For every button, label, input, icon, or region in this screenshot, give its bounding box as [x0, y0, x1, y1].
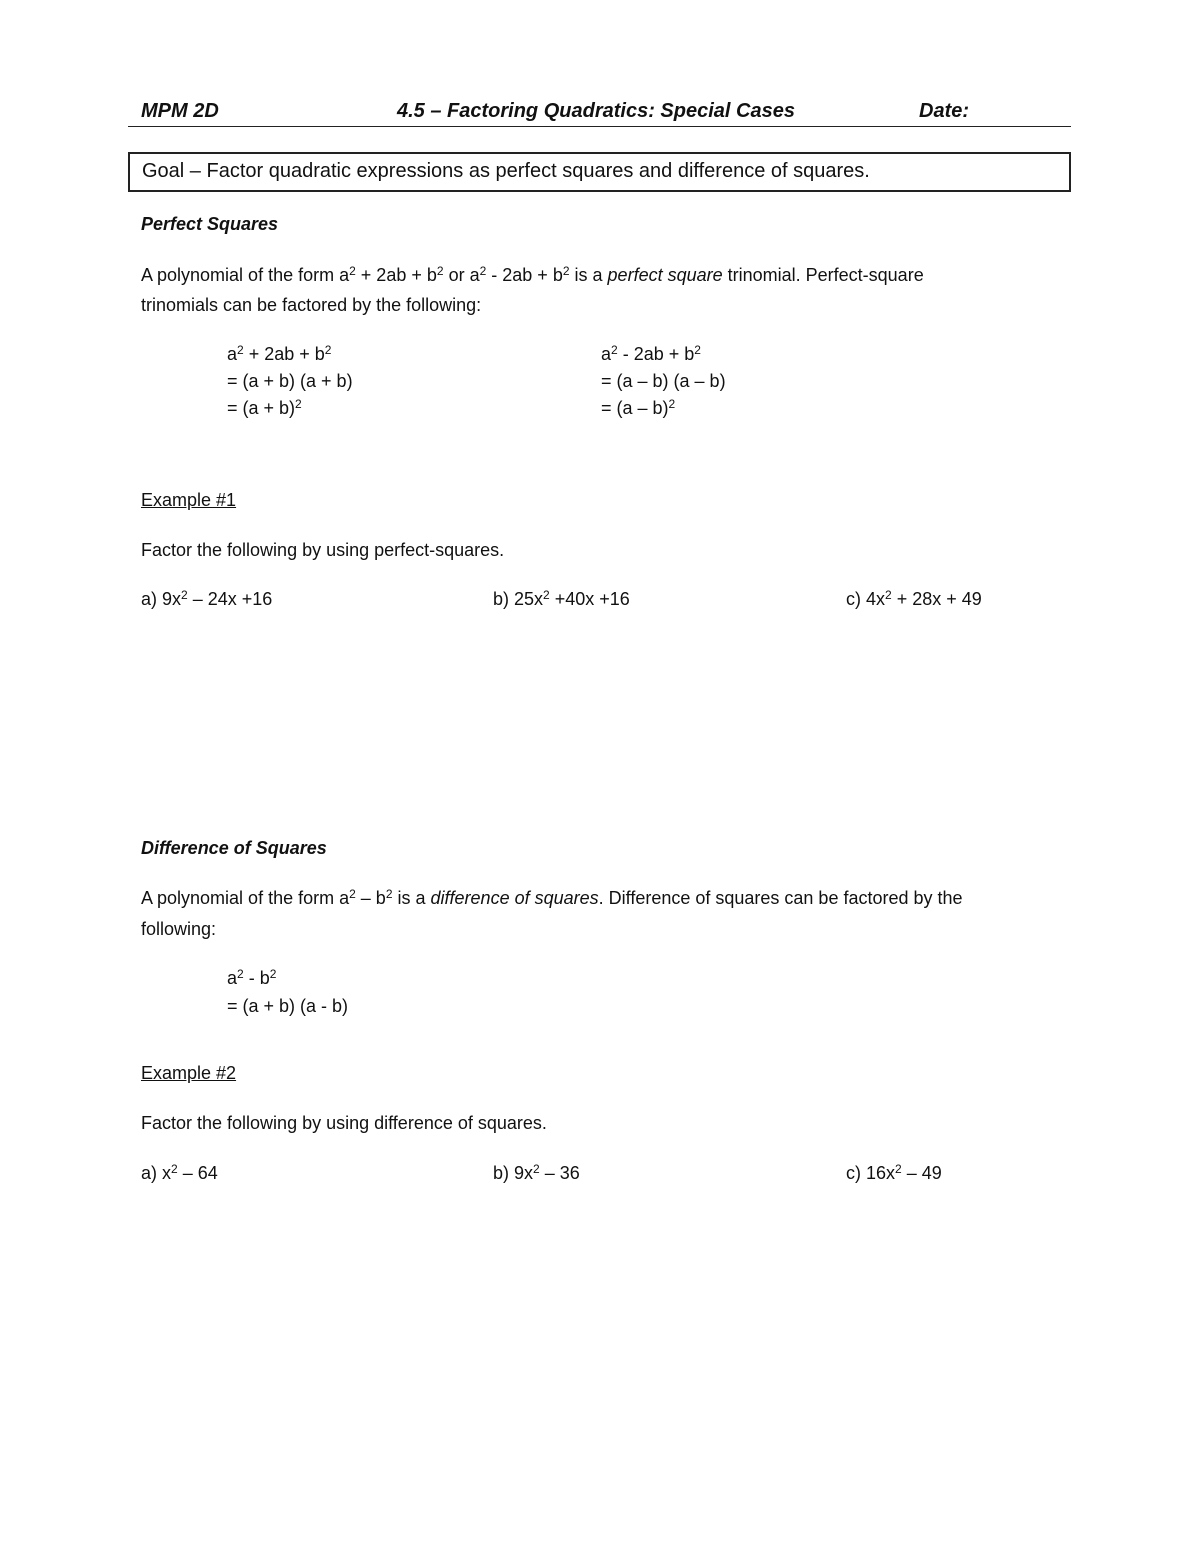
formula-right-line3: = (a – b)$^2$ [601, 397, 676, 418]
difference-formula-line2: = (a + b) (a - b) [227, 996, 349, 1016]
formula-right-line2: = (a – b) (a – b) [601, 371, 726, 391]
date-label: Date: [919, 100, 970, 122]
example1-part-b: b) $25x^2 +40x +16$ [493, 588, 630, 609]
example1-part-a: a) $9x^2 - 24x +16$ [141, 588, 273, 609]
goal-text: Goal – Factor quadratic expressions as perfect squares and difference of squares. [142, 160, 870, 182]
example1-heading: Example #1 [141, 490, 237, 510]
goal-box [128, 152, 1071, 192]
perfect-squares-paragraph-line2: trinomials can be factored by the following: [141, 295, 482, 315]
formula-left-line1: $a^2 + 2ab + b^2$ [227, 343, 332, 364]
difference-paragraph-line1: A polynomial of the form $a^2 - b^2$ is a difference of squares. Difference of squares can be factored by the [141, 887, 963, 908]
example2-part-c: c) $16x^2 - 49$ [846, 1162, 942, 1183]
formula-left-line2: = (a + b) (a + b) [227, 371, 353, 391]
header-rule [128, 126, 1071, 127]
example2-heading: Example #2 [141, 1063, 237, 1083]
perfect-squares-heading: Perfect Squares [141, 214, 279, 234]
formula-right-line1: $a^2 - 2ab + b^2$ [601, 343, 701, 364]
example2-part-a: a) $x^2 - 64$ [141, 1162, 218, 1183]
formula-left-line3: = $(a + b)^2$ [227, 397, 302, 418]
example1-part-c: c) $4x^2 + 28x + 49$ [846, 588, 982, 609]
difference-of-squares-heading: Difference of Squares [141, 838, 327, 858]
example2-instruction: Factor the following by using difference of squares. [141, 1113, 547, 1133]
difference-formula-line1: $a^2 - b^2$ [227, 967, 277, 988]
course-code: MPM 2D [141, 100, 219, 122]
example2-part-b: b) $9x^2 - 36$ [493, 1162, 580, 1183]
difference-paragraph-line2: following: [141, 919, 217, 939]
perfect-squares-paragraph-line1: A polynomial of the form $a^2 + 2ab + b^2$ or $a^2 - 2ab + b^2$ is a perfect square trinomial. Perfect-square [141, 264, 924, 285]
page-title: 4.5 – Factoring Quadratics: Special Cases [397, 100, 795, 122]
example1-instruction: Factor the following by using perfect-squares. [141, 540, 505, 560]
